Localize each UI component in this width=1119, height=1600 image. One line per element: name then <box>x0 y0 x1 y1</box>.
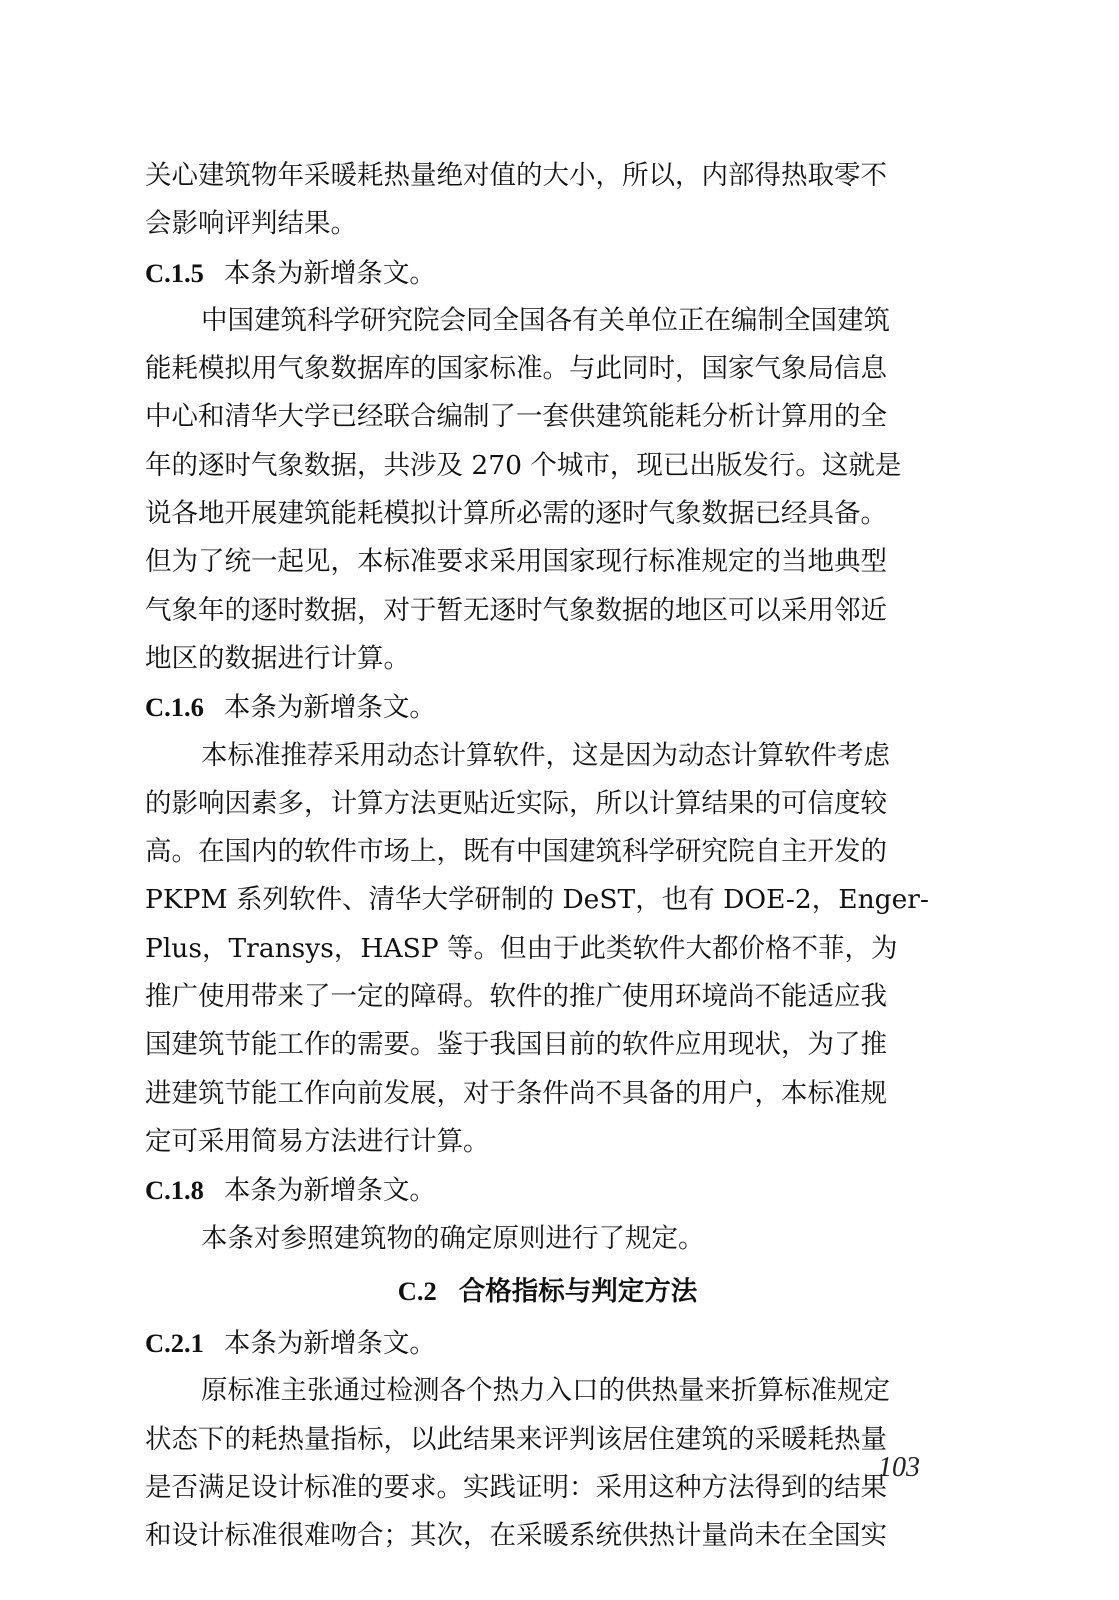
text-line: 是否满足设计标准的要求。实践证明：采用这种方法得到的结果 <box>145 1472 887 1504</box>
clause-title: 本条为新增条文。 <box>223 1328 436 1360</box>
text-line: 地区的数据进行计算。 <box>145 642 410 674</box>
clause-number: C.1.8 <box>145 1175 204 1206</box>
clause-heading <box>145 1319 950 1367</box>
text-line: 的影响因素多，计算方法更贴近实际，所以计算结果的可信度较 <box>145 787 887 819</box>
text-line: 高。在国内的软件市场上，既有中国建筑科学研究院自主开发的 <box>145 836 887 868</box>
clause-title: 本条为新增条文。 <box>223 257 436 289</box>
text-line: 进建筑节能工作向前发展，对于条件尚不具备的用户，本标准规 <box>145 1077 887 1109</box>
text-line: 推广使用带来了一定的障碍。软件的推广使用环境尚不能适应我 <box>145 981 887 1013</box>
document-body <box>145 152 950 1561</box>
text-line: 和设计标准很难吻合；其次，在采暖系统供热计量尚未在全国实 <box>145 1520 887 1552</box>
text-line: 定可采用简易方法进行计算。 <box>145 1125 490 1157</box>
clause-number: C.1.5 <box>145 257 204 288</box>
text-line: 中国建筑科学研究院会同全国各有关单位正在编制全国建筑 <box>201 304 890 336</box>
page-number: 103 <box>878 1452 920 1483</box>
text-line: 本标准推荐采用动态计算软件，这是因为动态计算软件考虑 <box>201 739 890 771</box>
text-line: 原标准主张通过检测各个热力入口的供热量来折算标准规定 <box>201 1375 890 1407</box>
clause-title: 本条为新增条文。 <box>223 692 436 724</box>
text-line: 年的逐时气象数据，共涉及 270 个城市，现已出版发行。这就是 <box>145 449 902 481</box>
clause-number: C.1.6 <box>145 692 204 723</box>
clause-number: C.2.1 <box>145 1328 204 1359</box>
text-line: 气象年的逐时数据，对于暂无逐时气象数据的地区可以采用邻近 <box>145 594 887 626</box>
clause-heading <box>145 683 950 731</box>
section-heading <box>145 1267 950 1315</box>
text-line: Plus，Transys，HASP 等。但由于此类软件大都价格不菲，为 <box>145 932 898 964</box>
text-line: 会影响评判结果。 <box>145 208 357 240</box>
clause-heading <box>145 1166 950 1214</box>
clause-heading <box>145 249 950 297</box>
clause-title: 本条为新增条文。 <box>223 1175 436 1207</box>
text-line: 能耗模拟用气象数据库的国家标准。与此同时，国家气象局信息 <box>145 353 887 385</box>
text-line: 状态下的耗热量指标，以此结果来评判该居住建筑的采暖耗热量 <box>145 1423 887 1455</box>
section-number: C.2 <box>397 1275 437 1306</box>
text-line: 关心建筑物年采暖耗热量绝对值的大小，所以，内部得热取零不 <box>145 160 887 191</box>
text-line: 本条对参照建筑物的确定原则进行了规定。 <box>201 1222 705 1254</box>
text-line: PKPM 系列软件、清华大学研制的 DeST，也有 DOE-2，Enger- <box>145 884 929 916</box>
text-line: 国建筑节能工作的需要。鉴于我国目前的软件应用现状，为了推 <box>145 1029 887 1061</box>
section-title: 合格指标与判定方法 <box>458 1275 698 1307</box>
text-line: 但为了统一起见，本标准要求采用国家现行标准规定的当地典型 <box>145 546 887 578</box>
text-line: 说各地开展建筑能耗模拟计算所必需的逐时气象数据已经具备。 <box>145 498 887 530</box>
text-line: 中心和清华大学已经联合编制了一套供建筑能耗分析计算用的全 <box>145 401 887 433</box>
